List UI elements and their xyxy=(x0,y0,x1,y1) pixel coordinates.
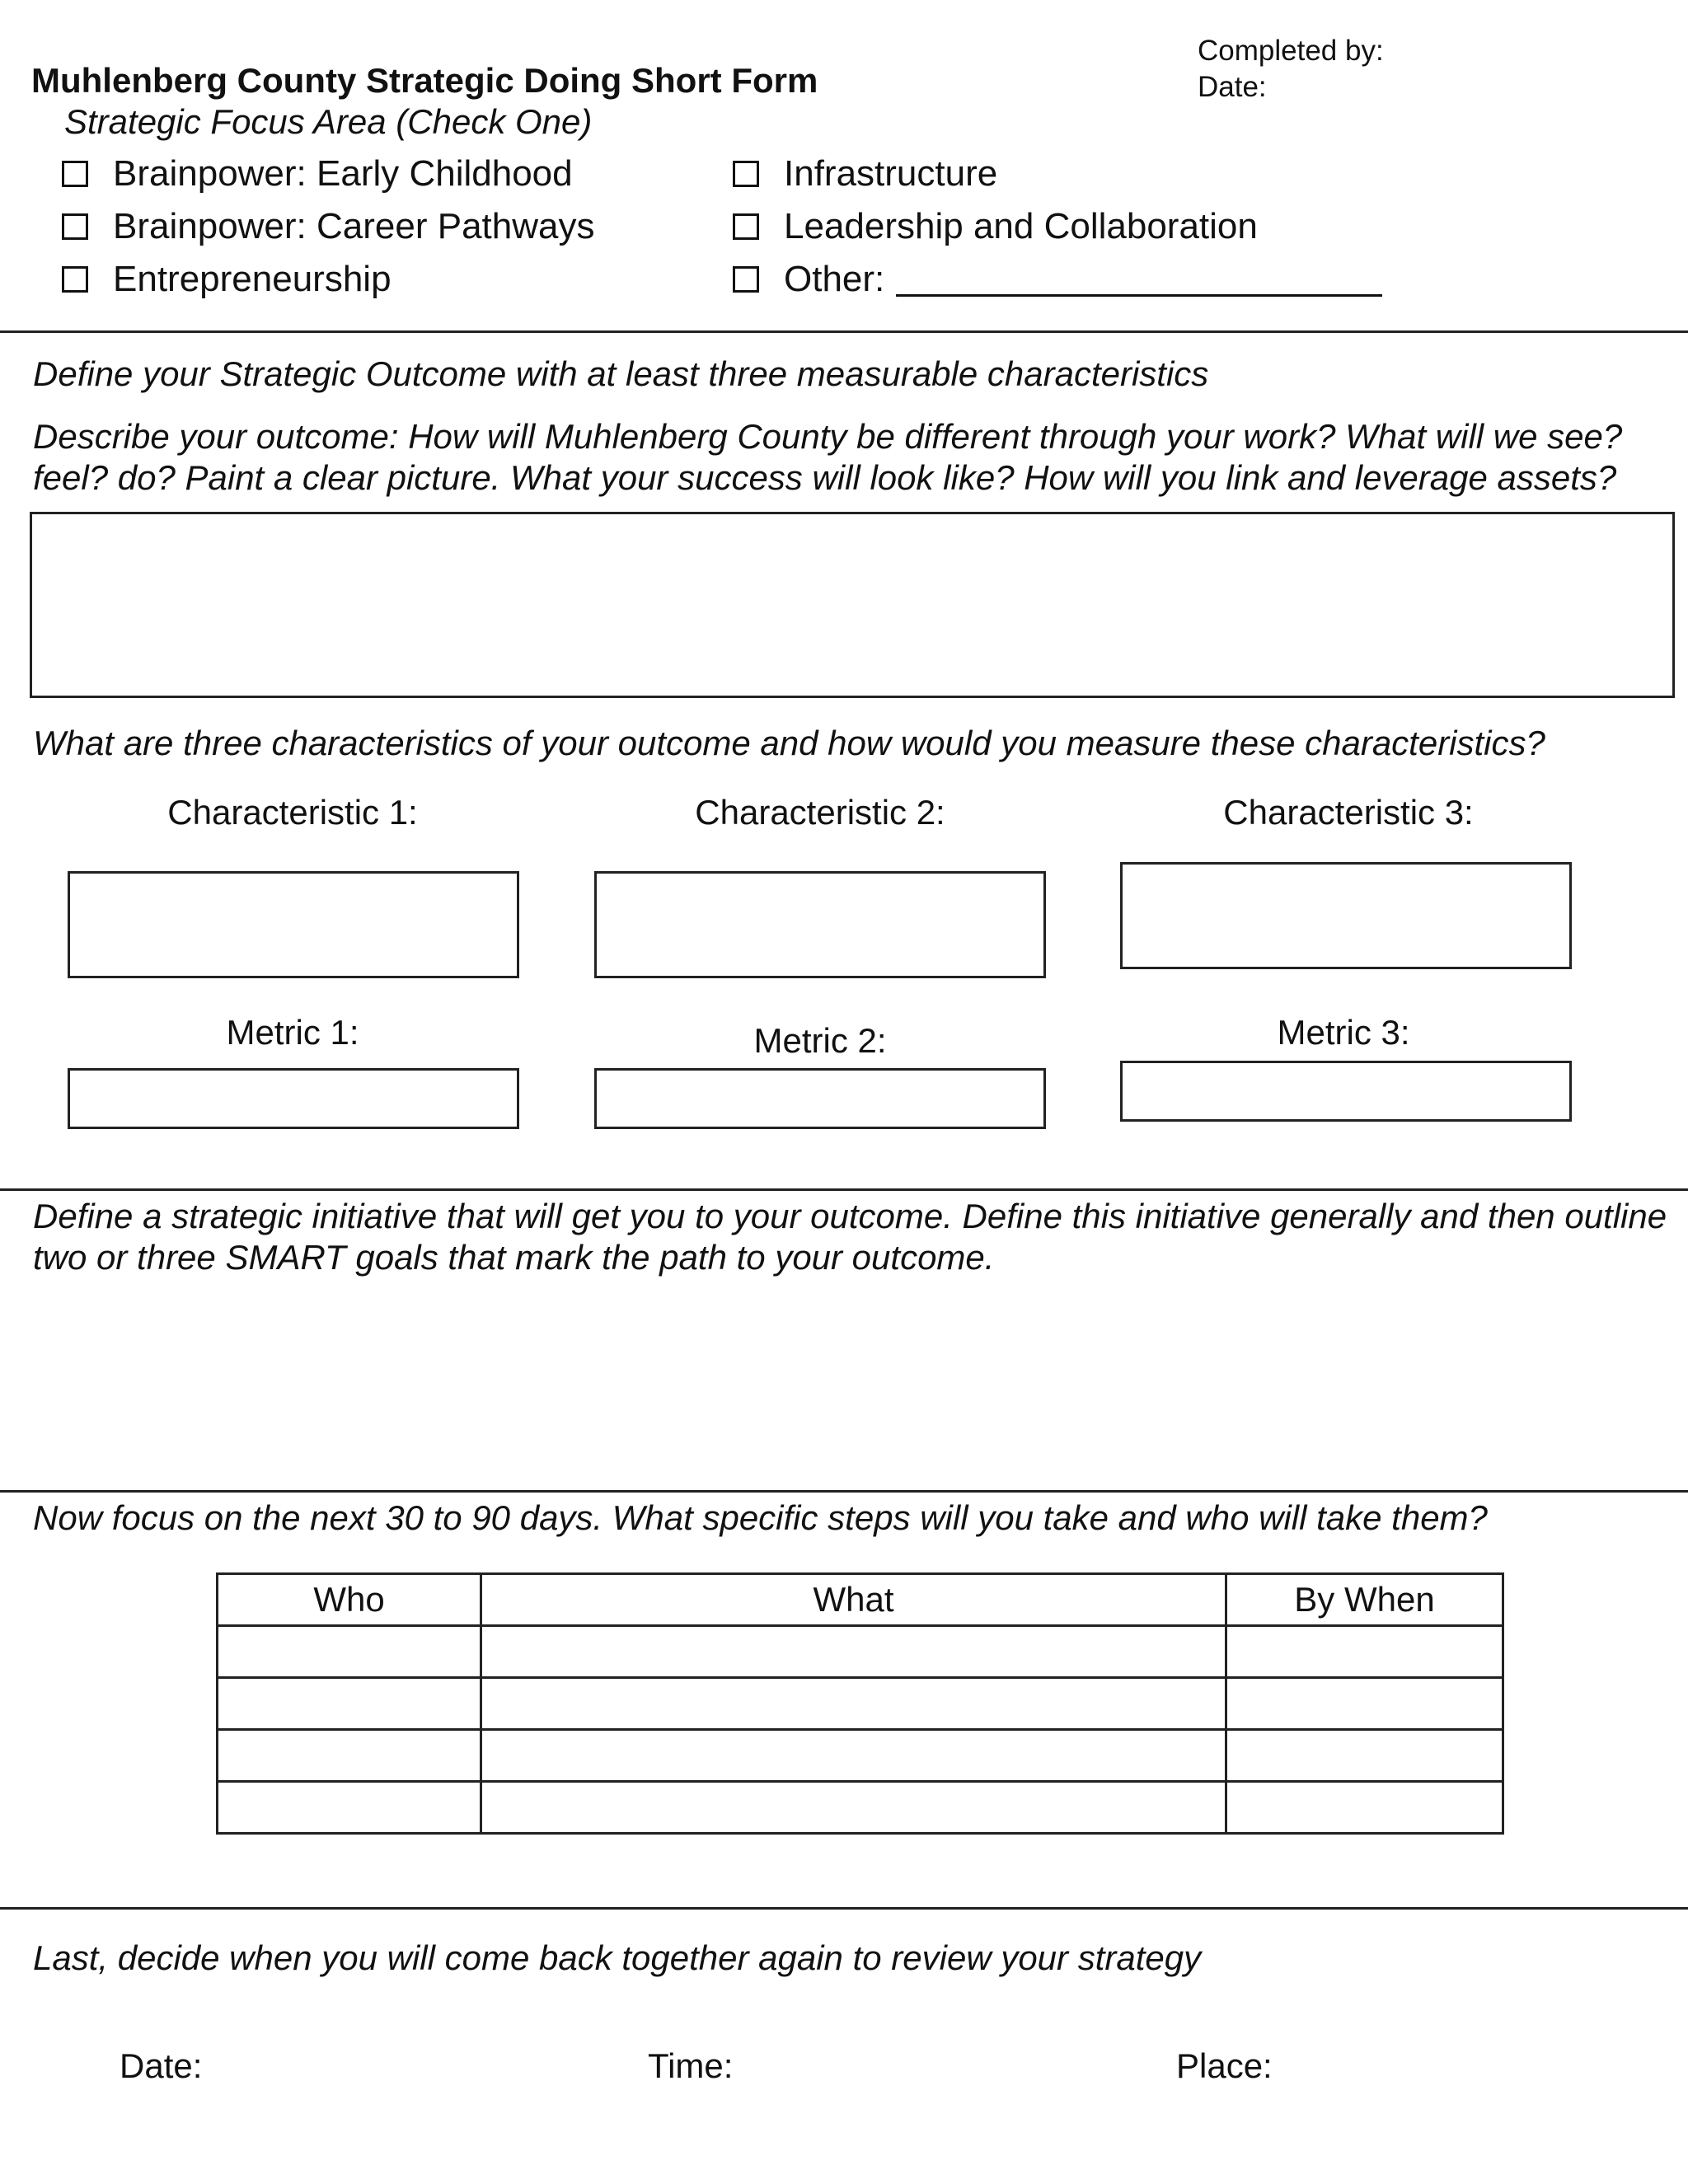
characteristic-2-box[interactable] xyxy=(594,871,1046,978)
column-header-by-when: By When xyxy=(1226,1574,1503,1626)
form-title: Muhlenberg County Strategic Doing Short Form xyxy=(31,61,818,100)
metric-3-label: Metric 3: xyxy=(1277,1013,1410,1052)
option-label: Brainpower: Career Pathways xyxy=(113,206,595,246)
by-when-cell[interactable] xyxy=(1226,1730,1503,1782)
characteristic-3-box[interactable] xyxy=(1120,862,1572,969)
metric-1-label: Metric 1: xyxy=(226,1013,359,1052)
option-label: Other: xyxy=(784,259,885,299)
focus-area-heading: Strategic Focus Area (Check One) xyxy=(64,102,593,141)
outcome-text-box[interactable] xyxy=(30,512,1675,698)
who-cell[interactable] xyxy=(218,1730,481,1782)
section-divider xyxy=(0,1188,1688,1191)
column-header-what: What xyxy=(481,1574,1226,1626)
table-row xyxy=(218,1626,1503,1678)
checkbox[interactable] xyxy=(733,161,759,187)
checkbox[interactable] xyxy=(733,213,759,240)
what-cell[interactable] xyxy=(481,1730,1226,1782)
by-when-cell[interactable] xyxy=(1226,1626,1503,1678)
checkbox[interactable] xyxy=(62,266,88,293)
option-early-childhood[interactable] xyxy=(62,153,573,194)
review-date-label: Date: xyxy=(120,2046,203,2085)
checkbox[interactable] xyxy=(62,161,88,187)
section-divider xyxy=(0,330,1688,333)
metric-1-box[interactable] xyxy=(68,1068,519,1129)
outcome-prompt: Describe your outcome: How will Muhlenberg County be different through your work? What will we see? feel? do? Paint a clear picture. What your success will look like? How will you link and leverage assets? xyxy=(33,417,1623,497)
what-cell[interactable] xyxy=(481,1782,1226,1834)
option-entrepreneurship[interactable] xyxy=(62,259,392,300)
steps-heading: Now focus on the next 30 to 90 days. What specific steps will you take and who will take them? xyxy=(33,1498,1488,1537)
column-header-who: Who xyxy=(218,1574,481,1626)
initiative-prompt: Define a strategic initiative that will get you to your outcome. Define this initiative generally and then outline two or three SMART goals that mark the path to your outcome. xyxy=(33,1197,1667,1277)
option-label: Infrastructure xyxy=(784,153,998,194)
who-cell[interactable] xyxy=(218,1782,481,1834)
by-when-cell[interactable] xyxy=(1226,1678,1503,1730)
who-cell[interactable] xyxy=(218,1678,481,1730)
other-blank-line[interactable] xyxy=(896,263,1382,297)
characteristic-1-box[interactable] xyxy=(68,871,519,978)
checkbox[interactable] xyxy=(733,266,759,293)
characteristic-3-label: Characteristic 3: xyxy=(1223,793,1474,832)
option-label: Entrepreneurship xyxy=(113,259,392,299)
metric-2-box[interactable] xyxy=(594,1068,1046,1129)
table-header-row xyxy=(218,1574,1503,1626)
option-infrastructure[interactable] xyxy=(733,153,997,194)
table-row xyxy=(218,1782,1503,1834)
outcome-heading: Define your Strategic Outcome with at least three measurable characteristics xyxy=(33,354,1209,393)
by-when-cell[interactable] xyxy=(1226,1782,1503,1834)
table-row xyxy=(218,1678,1503,1730)
review-time-label: Time: xyxy=(648,2046,734,2085)
table-row xyxy=(218,1730,1503,1782)
characteristic-1-label: Characteristic 1: xyxy=(167,793,418,832)
review-place-label: Place: xyxy=(1176,2046,1273,2085)
completed-by-label: Completed by: xyxy=(1198,35,1384,67)
characteristic-2-label: Characteristic 2: xyxy=(695,793,945,832)
option-label: Brainpower: Early Childhood xyxy=(113,153,573,194)
metric-3-box[interactable] xyxy=(1120,1061,1572,1122)
review-heading: Last, decide when you will come back together again to review your strategy xyxy=(33,1938,1202,1977)
steps-table xyxy=(216,1572,1504,1835)
who-cell[interactable] xyxy=(218,1626,481,1678)
characteristics-heading: What are three characteristics of your outcome and how would you measure these characteristics? xyxy=(33,724,1545,762)
option-other[interactable] xyxy=(733,259,1382,300)
section-divider xyxy=(0,1490,1688,1493)
checkbox[interactable] xyxy=(62,213,88,240)
what-cell[interactable] xyxy=(481,1678,1226,1730)
option-label: Leadership and Collaboration xyxy=(784,206,1258,246)
metric-2-label: Metric 2: xyxy=(753,1021,887,1060)
header-date-label: Date: xyxy=(1198,71,1267,103)
section-divider xyxy=(0,1907,1688,1910)
option-career-pathways[interactable] xyxy=(62,206,594,247)
option-leadership[interactable] xyxy=(733,206,1258,247)
what-cell[interactable] xyxy=(481,1626,1226,1678)
